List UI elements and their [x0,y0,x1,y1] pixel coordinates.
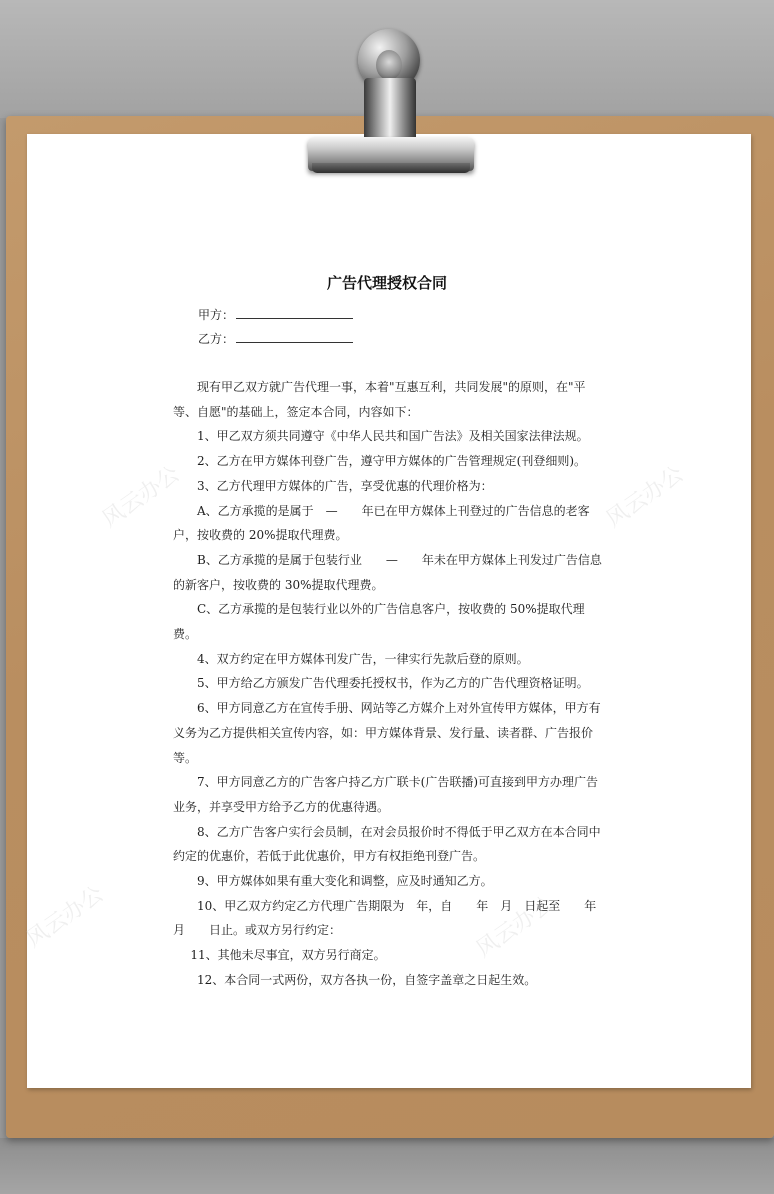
clip-plate-edge-icon [312,163,470,173]
clause-6: 6、甲方同意乙方在宣传手册、网站等乙方媒介上对外宣传甲方媒体，甲方有义务为乙方提供相关宣传内容，如：甲方媒体背景、发行量、读者群、广告报价等。 [173,701,601,765]
clause-5: 5、甲方给乙方颁发广告代理委托授权书，作为乙方的广告代理资格证明。 [197,676,589,691]
clause-3b: B、乙方承揽的是属于包装行业 — 年未在甲方媒体上刊发过广告信息的新客户，按收费的 30%提取代理费。 [173,552,602,592]
clause-2: 2、乙方在甲方媒体刊登广告，遵守甲方媒体的广告管理规定(刊登细则)。 [197,454,587,469]
intro-paragraph: 现有甲乙双方就广告代理一事，本着"互惠互利，共同发展"的原则，在"平等、自愿"的基础上，签定本合同，内容如下： [173,380,586,419]
party-b-label: 乙方： [198,332,235,346]
clip-ring-hole-icon [376,50,402,80]
clause-3c: C、乙方承揽的是包装行业以外的广告信息客户，按收费的 50%提取代理费。 [173,602,585,642]
party-b-field [198,330,353,347]
watermark: 风云办公 [601,461,689,533]
party-a-blank-line [236,307,353,319]
contract-body [173,375,608,993]
backdrop-bottom [0,1138,774,1194]
clause-9: 9、甲方媒体如果有重大变化和调整，应及时通知乙方。 [197,874,493,889]
clause-3a: A、乙方承揽的是属于 — 年已在甲方媒体上刊登过的广告信息的老客户，按收费的 20%提取代理费。 [173,503,590,543]
clause-7: 7、甲方同意乙方的广告客户持乙方广联卡(广告联播)可直接到甲方办理广告业务，并享受甲方给予乙方的优惠待遇。 [173,775,599,814]
clause-12: 12、本合同一式两份，双方各执一份，自签字盖章之日起生效。 [197,972,537,987]
watermark: 风云办公 [21,881,109,953]
clause-10: 10、甲乙双方约定乙方代理广告期限为 年，自 年 月 日起至 年 月 日止。或双方另行约定： [173,898,609,938]
clause-1: 1、甲乙双方须共同遵守《中华人民共和国广告法》及相关国家法律法规。 [197,429,589,444]
party-b-blank-line [236,331,353,343]
party-a-field [198,306,353,323]
clause-11: 11、其他未尽事宜，双方另行商定。 [190,948,386,963]
clause-3: 3、乙方代理甲方媒体的广告，享受优惠的代理价格为： [197,478,493,493]
clip-body-icon [364,78,416,144]
watermark: 风云办公 [471,891,559,963]
clause-8: 8、乙方广告客户实行会员制，在对会员报价时不得低于甲乙双方在本合同中约定的优惠价，若低于此优惠价，甲方有权拒绝刊登广告。 [173,824,601,864]
watermark: 风云办公 [97,461,185,533]
clause-4: 4、双方约定在甲方媒体刊发广告，一律实行先款后登的原则。 [197,651,529,666]
document-title: 广告代理授权合同 [326,274,447,292]
party-a-label: 甲方： [198,308,235,322]
